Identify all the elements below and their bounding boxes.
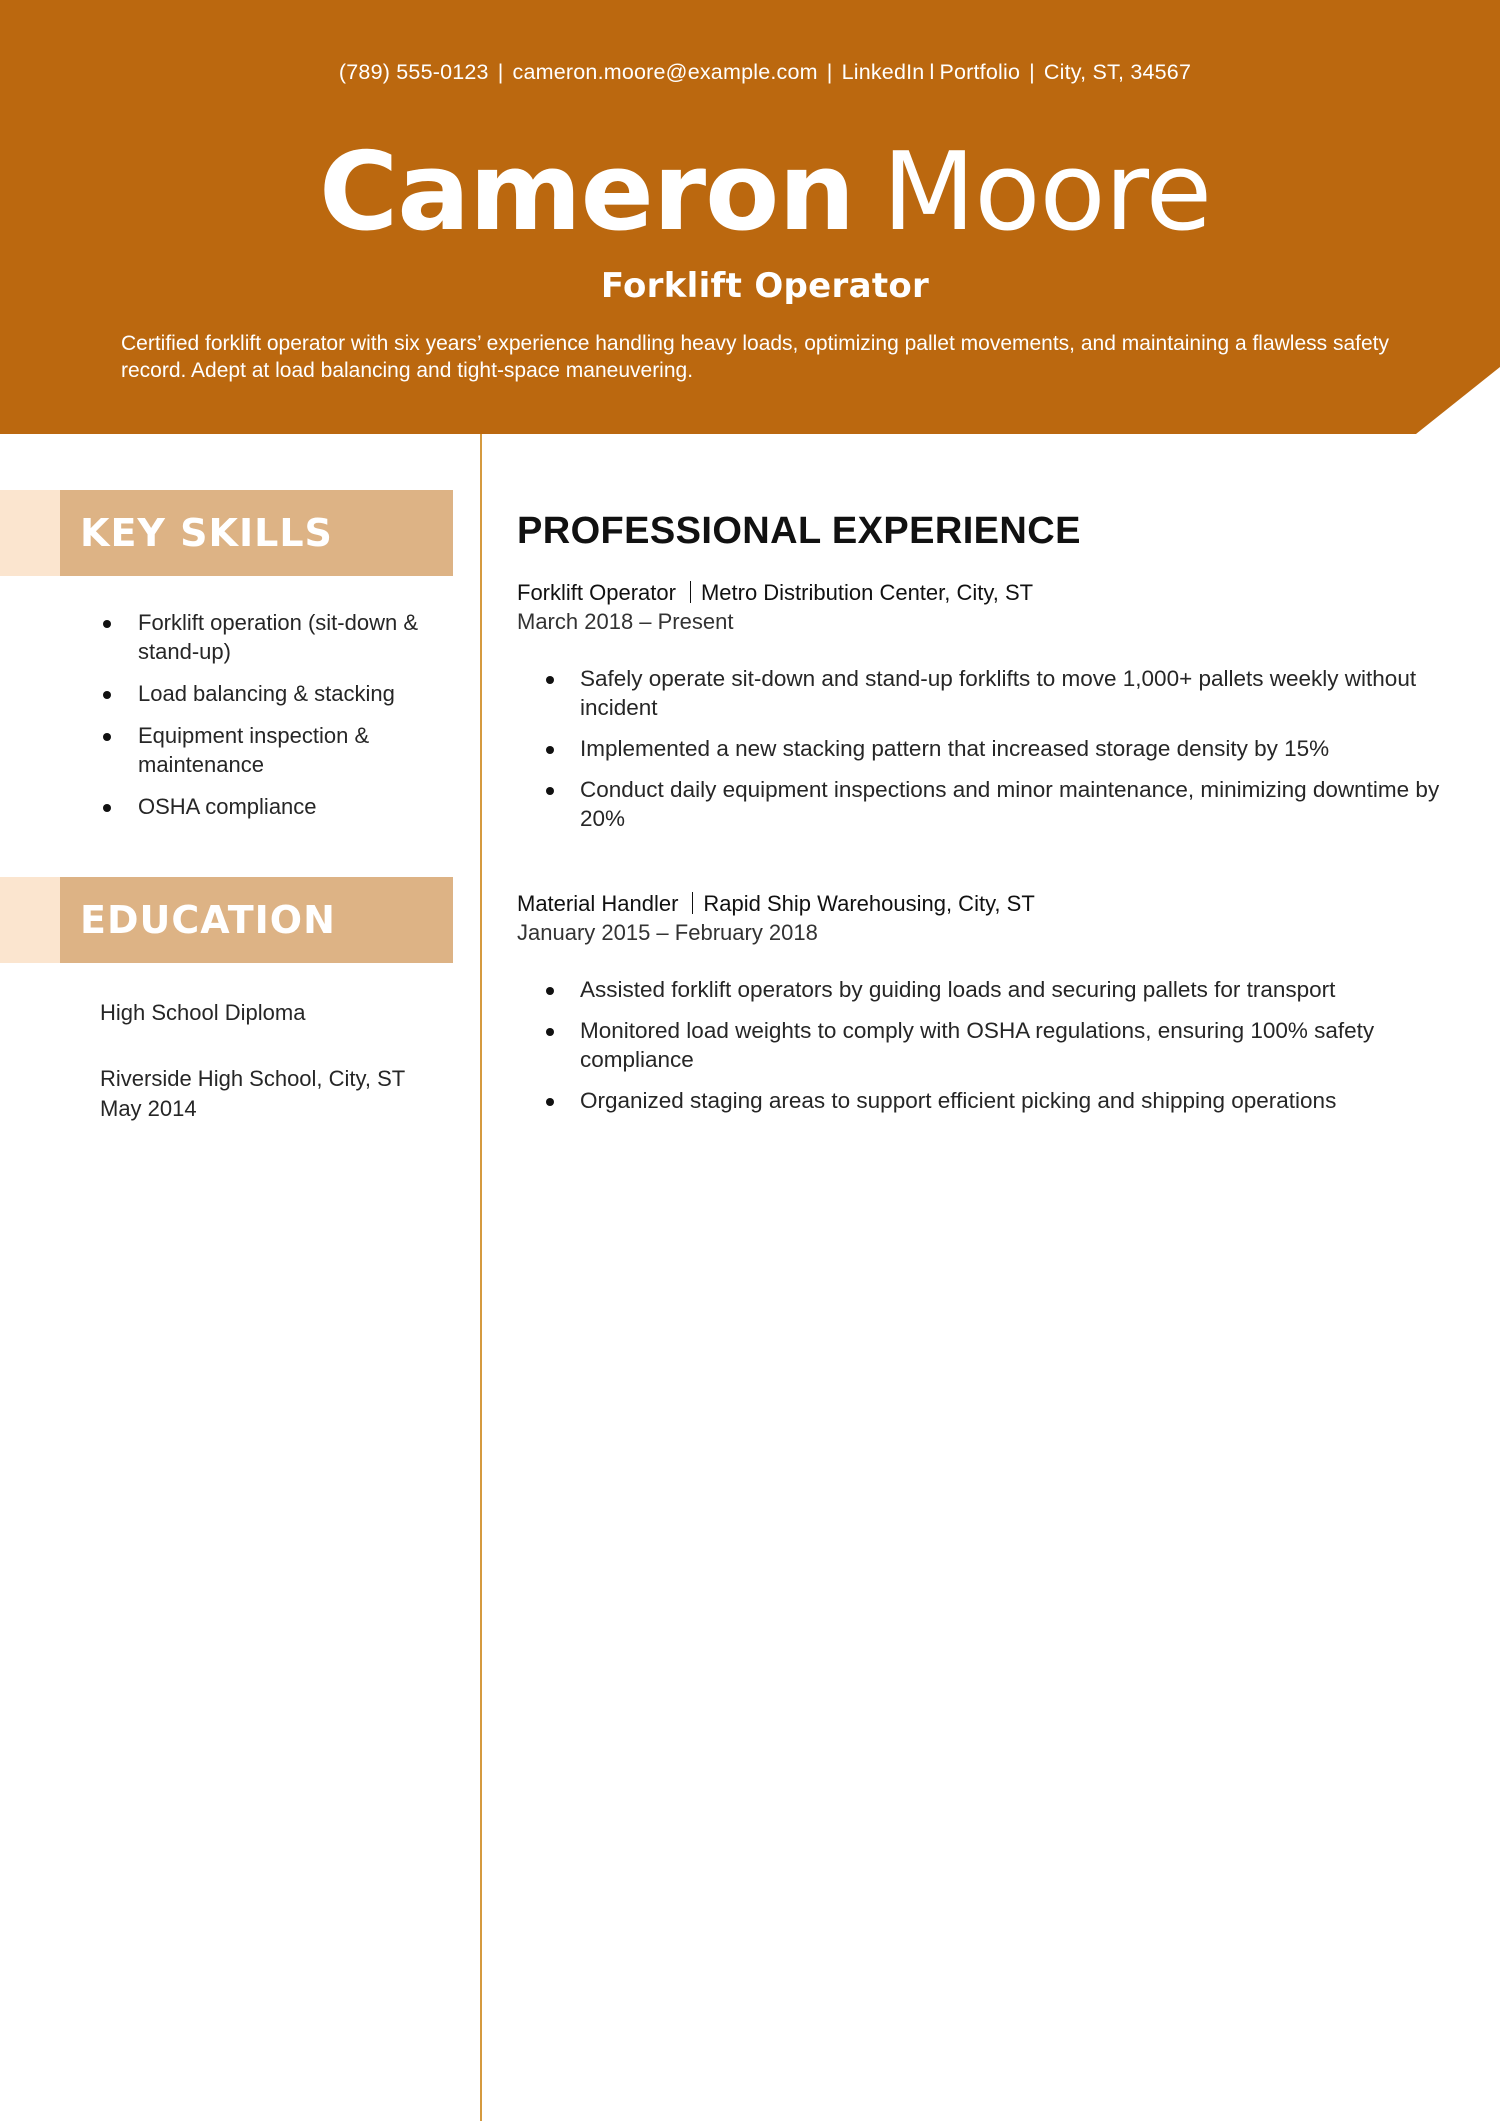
- bullet-icon: [546, 1098, 554, 1106]
- section-tab-accent: [0, 877, 60, 963]
- job-entry: [517, 578, 1467, 845]
- bullet-icon: [103, 733, 111, 741]
- bullet-icon: [103, 691, 111, 699]
- skills-title: KEY SKILLS: [80, 511, 333, 555]
- job-entry: [517, 889, 1467, 1127]
- bullet-icon: [546, 987, 554, 995]
- separator-bar: [690, 581, 691, 603]
- job-role-line: [517, 578, 1467, 607]
- bullet-text: Safely operate sit-down and stand-up forklifts to move 1,000+ pallets weekly without incident: [580, 666, 1417, 720]
- job-headline: Forklift Operator: [600, 266, 930, 306]
- job-bullet: [517, 734, 1467, 763]
- job-bullet: [517, 975, 1467, 1004]
- job-bullet: [517, 1016, 1467, 1074]
- bullet-icon: [546, 787, 554, 795]
- bullet-text: Conduct daily equipment inspections and minor maintenance, minimizing downtime by 20%: [580, 777, 1440, 831]
- job-role: Material Handler: [517, 891, 679, 916]
- skill-item: [100, 792, 460, 821]
- skill-text: Load balancing & stacking: [138, 681, 395, 706]
- education-date: May 2014: [100, 1096, 197, 1121]
- contact-linkedin[interactable]: LinkedIn: [841, 60, 925, 84]
- contact-portfolio[interactable]: Portfolio: [939, 60, 1021, 84]
- bullet-icon: [103, 620, 111, 628]
- skills-list: [100, 608, 460, 834]
- job-bullet: [517, 664, 1467, 722]
- section-tab-accent: [0, 490, 60, 576]
- bullet-text: Organized staging areas to support efficient picking and shipping operations: [580, 1088, 1337, 1113]
- job-bullet: [517, 1086, 1467, 1115]
- skill-text: OSHA compliance: [138, 794, 317, 819]
- bullet-icon: [546, 746, 554, 754]
- contact-location: City, ST, 34567: [1043, 60, 1192, 84]
- education-school: Riverside High School, City, ST: [100, 1066, 406, 1091]
- job-dates: March 2018 – Present: [517, 609, 734, 634]
- bullet-text: Implemented a new stacking pattern that increased storage density by 15%: [580, 736, 1330, 761]
- contact-line: (789) 555-0123 | cameron.moore@example.com | LinkedIn l Portfolio | City, ST, 34567: [338, 60, 1192, 84]
- contact-email[interactable]: cameron.moore@example.com: [512, 60, 818, 84]
- job-dates: January 2015 – February 2018: [517, 920, 818, 945]
- job-role: Forklift Operator: [517, 580, 676, 605]
- education-title: EDUCATION: [80, 898, 336, 942]
- skill-item: [100, 679, 460, 708]
- education-section-header: [0, 877, 453, 963]
- profile-summary: Certified forklift operator with six years’ experience handling heavy loads, optimizing pallet movements, and maintaining a flawless safety record. Adept at load balancing and tight-space maneuvering.: [121, 332, 1390, 382]
- job-bullets: [517, 664, 1467, 833]
- bullet-icon: [546, 676, 554, 684]
- bullet-text: Monitored load weights to comply with OSHA regulations, ensuring 100% safety compliance: [580, 1018, 1375, 1072]
- skill-text: Forklift operation (sit-down & stand-up): [138, 610, 418, 664]
- job-role-line: [517, 889, 1467, 918]
- bullet-text: Assisted forklift operators by guiding loads and securing pallets for transport: [580, 977, 1336, 1002]
- skill-item: [100, 721, 460, 779]
- education-degree: High School Diploma: [100, 1000, 306, 1025]
- contact-phone: (789) 555-0123: [338, 60, 489, 84]
- experience-title: PROFESSIONAL EXPERIENCE: [517, 510, 1081, 552]
- job-company: Metro Distribution Center, City, ST: [700, 580, 1034, 605]
- column-divider: [480, 434, 482, 2121]
- bullet-icon: [546, 1028, 554, 1036]
- candidate-name: [0, 128, 1500, 258]
- first-name: Cameron: [318, 130, 855, 255]
- job-bullets: [517, 975, 1467, 1115]
- job-company: Rapid Ship Warehousing, City, ST: [703, 891, 1035, 916]
- skill-text: Equipment inspection & maintenance: [138, 723, 370, 777]
- skill-item: [100, 608, 460, 666]
- bullet-icon: [103, 804, 111, 812]
- job-bullet: [517, 775, 1467, 833]
- skills-section-header: [0, 490, 453, 576]
- last-name: Moore: [882, 130, 1212, 255]
- separator-bar: [692, 892, 693, 914]
